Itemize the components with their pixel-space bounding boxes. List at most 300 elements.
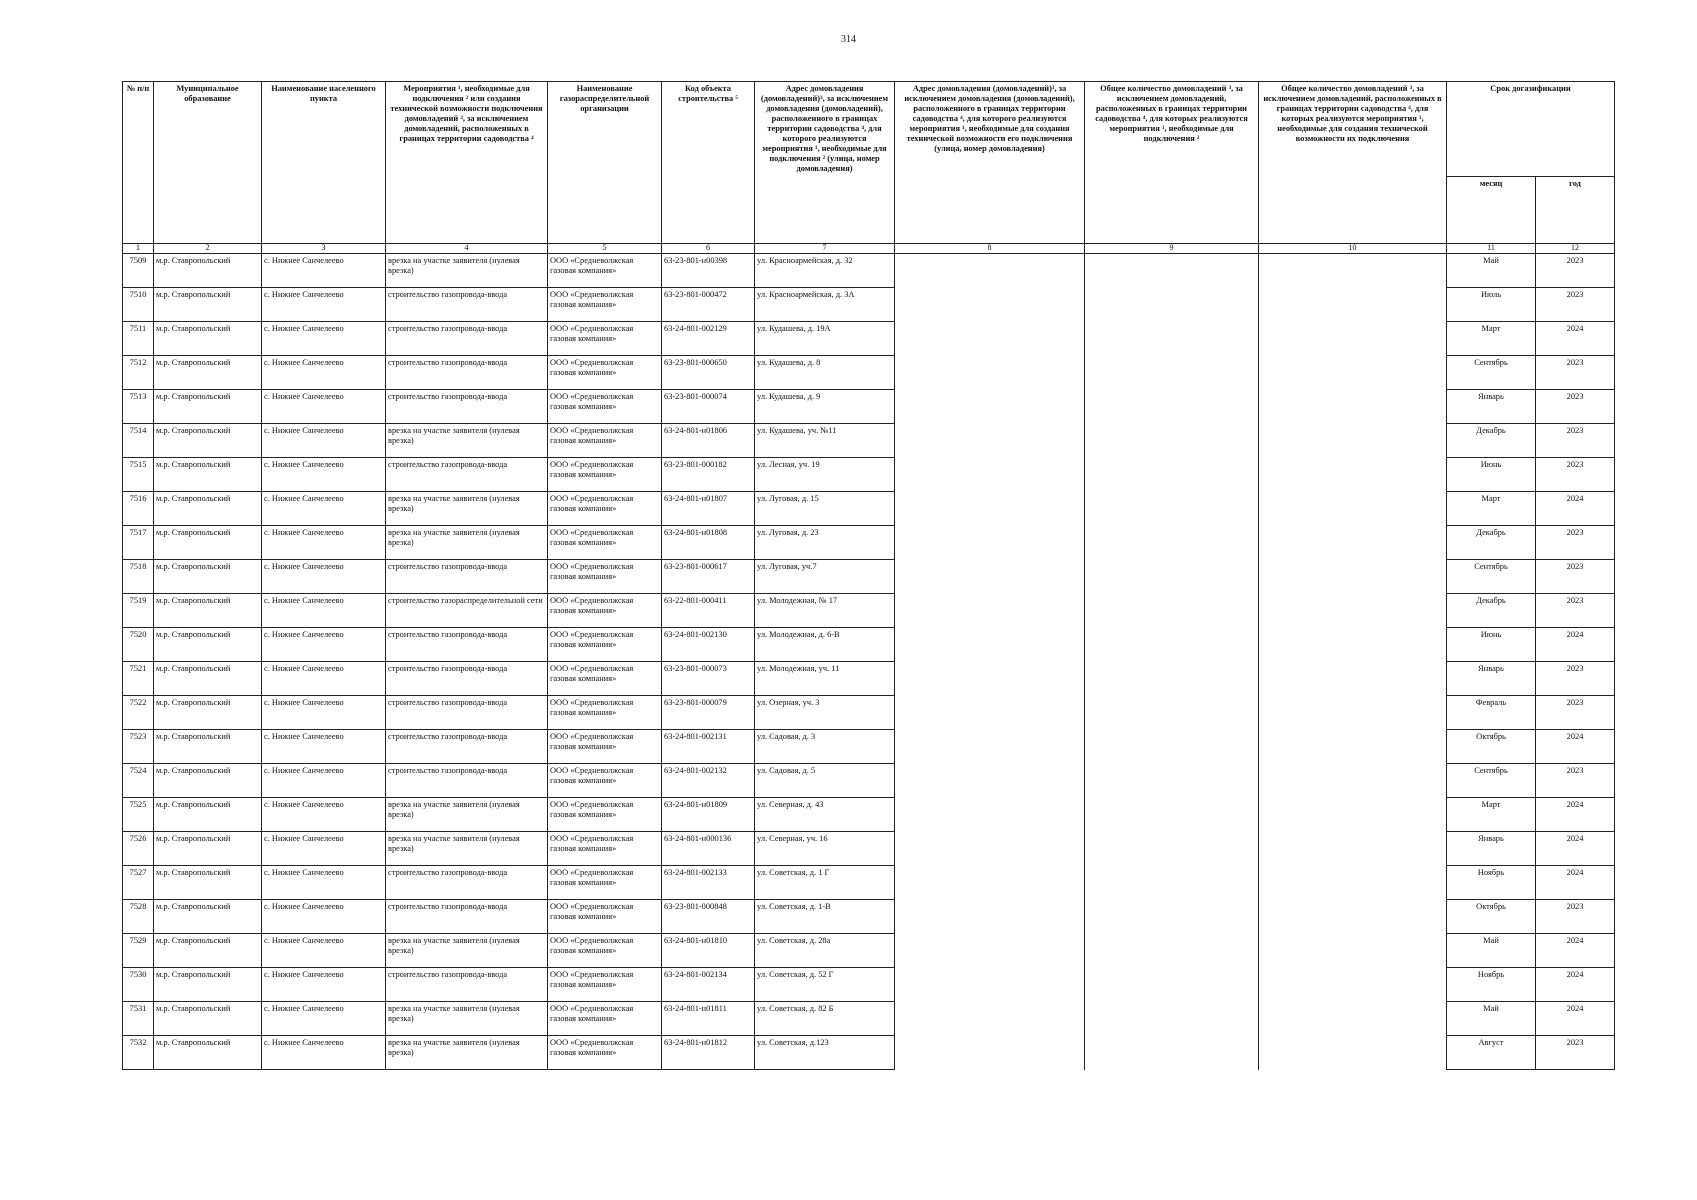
table-row [123, 458, 1615, 492]
cell-address-possibility [895, 526, 1085, 560]
cell-no: 7528 [123, 900, 154, 934]
cell-measure: строительство газопровода-ввода [386, 560, 548, 594]
cell-object-code: 63-24-801-002134 [662, 968, 755, 1002]
cell-address-possibility [895, 288, 1085, 322]
cell-settlement: с. Нижнее Санчелеево [262, 934, 386, 968]
cell-municipality: м.р. Ставропольский [154, 594, 262, 628]
cell-gas-org: ООО «Средневолжская газовая компания» [548, 764, 662, 798]
cell-settlement: с. Нижнее Санчелеево [262, 866, 386, 900]
cell-address-possibility [895, 594, 1085, 628]
cell-count-connection [1085, 730, 1259, 764]
table-row [123, 322, 1615, 356]
cell-object-code: 63-24-801-н01808 [662, 526, 755, 560]
cell-address-possibility [895, 458, 1085, 492]
cell-month: Октябрь [1447, 900, 1536, 934]
cell-municipality: м.р. Ставропольский [154, 832, 262, 866]
table-row [123, 730, 1615, 764]
cell-gas-org: ООО «Средневолжская газовая компания» [548, 458, 662, 492]
cell-count-possibility [1259, 764, 1447, 798]
table-row [123, 934, 1615, 968]
cell-settlement: с. Нижнее Санчелеево [262, 730, 386, 764]
cell-municipality: м.р. Ставропольский [154, 968, 262, 1002]
cell-count-connection [1085, 322, 1259, 356]
cell-no: 7510 [123, 288, 154, 322]
cell-object-code: 63-24-801-002130 [662, 628, 755, 662]
cell-address: ул. Кудашева, д. 19А [755, 322, 895, 356]
cell-count-possibility [1259, 832, 1447, 866]
cell-month: Ноябрь [1447, 866, 1536, 900]
cell-gas-org: ООО «Средневолжская газовая компания» [548, 424, 662, 458]
cell-month: Сентябрь [1447, 764, 1536, 798]
table-row [123, 866, 1615, 900]
cell-year: 2023 [1536, 288, 1615, 322]
cell-count-connection [1085, 628, 1259, 662]
cell-count-possibility [1259, 798, 1447, 832]
cell-count-connection [1085, 662, 1259, 696]
column-number: 10 [1259, 244, 1447, 254]
cell-no: 7514 [123, 424, 154, 458]
cell-no: 7515 [123, 458, 154, 492]
cell-count-possibility [1259, 390, 1447, 424]
cell-municipality: м.р. Ставропольский [154, 1036, 262, 1070]
cell-municipality: м.р. Ставропольский [154, 254, 262, 288]
cell-address-possibility [895, 356, 1085, 390]
cell-object-code: 63-23-801-000472 [662, 288, 755, 322]
cell-address-possibility [895, 390, 1085, 424]
cell-measure: строительство газопровода-ввода [386, 356, 548, 390]
cell-month: Март [1447, 492, 1536, 526]
cell-no: 7519 [123, 594, 154, 628]
cell-year: 2023 [1536, 1036, 1615, 1070]
cell-object-code: 63-23-801-000079 [662, 696, 755, 730]
cell-settlement: с. Нижнее Санчелеево [262, 288, 386, 322]
table-row [123, 288, 1615, 322]
cell-municipality: м.р. Ставропольский [154, 628, 262, 662]
cell-measure: строительство газопровода-ввода [386, 662, 548, 696]
cell-no: 7512 [123, 356, 154, 390]
cell-address-possibility [895, 968, 1085, 1002]
cell-no: 7522 [123, 696, 154, 730]
cell-measure: строительство газопровода-ввода [386, 900, 548, 934]
cell-count-connection [1085, 764, 1259, 798]
header-year: год [1536, 177, 1615, 244]
cell-year: 2023 [1536, 526, 1615, 560]
cell-month: Ноябрь [1447, 968, 1536, 1002]
cell-settlement: с. Нижнее Санчелеево [262, 798, 386, 832]
cell-address-possibility [895, 730, 1085, 764]
cell-count-possibility [1259, 1002, 1447, 1036]
column-number: 12 [1536, 244, 1615, 254]
cell-month: Сентябрь [1447, 560, 1536, 594]
cell-measure: строительство газопровода-ввода [386, 390, 548, 424]
cell-object-code: 63-23-801-000617 [662, 560, 755, 594]
cell-count-connection [1085, 696, 1259, 730]
header-no: № п/п [123, 82, 154, 244]
cell-address: ул. Красноармейская, д. 3А [755, 288, 895, 322]
cell-object-code: 63-24-801-н000136 [662, 832, 755, 866]
cell-municipality: м.р. Ставропольский [154, 934, 262, 968]
cell-gas-org: ООО «Средневолжская газовая компания» [548, 1002, 662, 1036]
table-header [123, 82, 1615, 254]
cell-count-possibility [1259, 968, 1447, 1002]
cell-address: ул. Луговая, д. 23 [755, 526, 895, 560]
cell-count-possibility [1259, 356, 1447, 390]
cell-year: 2023 [1536, 458, 1615, 492]
cell-gas-org: ООО «Средневолжская газовая компания» [548, 356, 662, 390]
cell-count-connection [1085, 458, 1259, 492]
gasification-table [122, 81, 1615, 1070]
header-address-possibility: Адрес домовладения (домовладений)³, за исключением домовладения (домовладений), расположенного в границах территории садоводства ⁴, для которого реализуются мероприятия ¹, необходимые для создания технической возможности его подключения (улица, номер домовладения) [895, 82, 1085, 244]
cell-month: Июнь [1447, 458, 1536, 492]
table-row [123, 1002, 1615, 1036]
cell-settlement: с. Нижнее Санчелеево [262, 832, 386, 866]
cell-month: Январь [1447, 390, 1536, 424]
cell-count-connection [1085, 900, 1259, 934]
cell-no: 7511 [123, 322, 154, 356]
table-row [123, 254, 1615, 288]
cell-measure: строительство газопровода-ввода [386, 696, 548, 730]
table-row [123, 560, 1615, 594]
cell-municipality: м.р. Ставропольский [154, 560, 262, 594]
cell-no: 7516 [123, 492, 154, 526]
cell-address: ул. Северная, уч. 16 [755, 832, 895, 866]
cell-count-possibility [1259, 1036, 1447, 1070]
cell-measure: врезка на участке заявителя (нулевая врезка) [386, 1002, 548, 1036]
cell-settlement: с. Нижнее Санчелеево [262, 526, 386, 560]
cell-measure: врезка на участке заявителя (нулевая врезка) [386, 526, 548, 560]
cell-count-connection [1085, 1036, 1259, 1070]
cell-object-code: 63-24-801-н01807 [662, 492, 755, 526]
cell-count-possibility [1259, 730, 1447, 764]
table-row [123, 662, 1615, 696]
cell-settlement: с. Нижнее Санчелеево [262, 662, 386, 696]
cell-no: 7521 [123, 662, 154, 696]
column-numbers-row [123, 244, 1615, 254]
cell-object-code: 63-24-801-н01806 [662, 424, 755, 458]
cell-no: 7517 [123, 526, 154, 560]
header-term: Срок догазификации [1447, 82, 1615, 177]
cell-address: ул. Советская, д. 1-В [755, 900, 895, 934]
cell-no: 7518 [123, 560, 154, 594]
cell-object-code: 63-22-801-000411 [662, 594, 755, 628]
cell-municipality: м.р. Ставропольский [154, 424, 262, 458]
cell-month: Январь [1447, 832, 1536, 866]
cell-month: Декабрь [1447, 594, 1536, 628]
cell-municipality: м.р. Ставропольский [154, 390, 262, 424]
cell-municipality: м.р. Ставропольский [154, 458, 262, 492]
cell-address: ул. Красноармейская, д. 32 [755, 254, 895, 288]
cell-count-possibility [1259, 492, 1447, 526]
cell-measure: врезка на участке заявителя (нулевая врезка) [386, 832, 548, 866]
cell-address: ул. Луговая, уч.7 [755, 560, 895, 594]
table-row [123, 628, 1615, 662]
table-row [123, 832, 1615, 866]
cell-month: Март [1447, 798, 1536, 832]
cell-settlement: с. Нижнее Санчелеево [262, 628, 386, 662]
cell-no: 7520 [123, 628, 154, 662]
cell-settlement: с. Нижнее Санчелеево [262, 968, 386, 1002]
cell-year: 2023 [1536, 254, 1615, 288]
cell-object-code: 63-23-801-000074 [662, 390, 755, 424]
cell-gas-org: ООО «Средневолжская газовая компания» [548, 730, 662, 764]
table-row [123, 968, 1615, 1002]
cell-measure: строительство газопровода-ввода [386, 730, 548, 764]
cell-address: ул. Советская, д. 1 Г [755, 866, 895, 900]
cell-municipality: м.р. Ставропольский [154, 492, 262, 526]
table-body [123, 254, 1615, 1070]
header-settlement: Наименование населенного пункта [262, 82, 386, 244]
cell-month: Декабрь [1447, 424, 1536, 458]
cell-count-possibility [1259, 288, 1447, 322]
cell-settlement: с. Нижнее Санчелеево [262, 594, 386, 628]
table-row [123, 764, 1615, 798]
cell-month: Сентябрь [1447, 356, 1536, 390]
cell-year: 2023 [1536, 696, 1615, 730]
cell-year: 2024 [1536, 866, 1615, 900]
cell-year: 2024 [1536, 730, 1615, 764]
cell-no: 7523 [123, 730, 154, 764]
cell-address-possibility [895, 424, 1085, 458]
table-row [123, 900, 1615, 934]
cell-object-code: 63-23-801-н00398 [662, 254, 755, 288]
cell-gas-org: ООО «Средневолжская газовая компания» [548, 900, 662, 934]
cell-count-connection [1085, 1002, 1259, 1036]
cell-year: 2024 [1536, 832, 1615, 866]
cell-municipality: м.р. Ставропольский [154, 866, 262, 900]
cell-settlement: с. Нижнее Санчелеево [262, 900, 386, 934]
cell-count-connection [1085, 390, 1259, 424]
cell-year: 2023 [1536, 764, 1615, 798]
cell-object-code: 63-23-801-000848 [662, 900, 755, 934]
cell-address-possibility [895, 696, 1085, 730]
cell-month: Январь [1447, 662, 1536, 696]
cell-measure: строительство газопровода-ввода [386, 322, 548, 356]
cell-measure: врезка на участке заявителя (нулевая врезка) [386, 934, 548, 968]
cell-count-connection [1085, 866, 1259, 900]
cell-gas-org: ООО «Средневолжская газовая компания» [548, 560, 662, 594]
cell-address-possibility [895, 798, 1085, 832]
cell-municipality: м.р. Ставропольский [154, 1002, 262, 1036]
cell-settlement: с. Нижнее Санчелеево [262, 390, 386, 424]
cell-measure: врезка на участке заявителя (нулевая врезка) [386, 1036, 548, 1070]
cell-settlement: с. Нижнее Санчелеево [262, 424, 386, 458]
cell-year: 2023 [1536, 560, 1615, 594]
cell-municipality: м.р. Ставропольский [154, 764, 262, 798]
cell-year: 2024 [1536, 968, 1615, 1002]
cell-count-possibility [1259, 934, 1447, 968]
cell-address: ул. Садовая, д. 3 [755, 730, 895, 764]
cell-address-possibility [895, 832, 1085, 866]
cell-month: Май [1447, 1002, 1536, 1036]
cell-settlement: с. Нижнее Санчелеево [262, 254, 386, 288]
cell-settlement: с. Нижнее Санчелеево [262, 764, 386, 798]
header-count-connection: Общее количество домовладений ³, за исключением домовладений, расположенных в границах территории садоводства ⁴, для которых реализуются мероприятия ¹, необходимые для подключения ² [1085, 82, 1259, 244]
cell-settlement: с. Нижнее Санчелеево [262, 458, 386, 492]
cell-year: 2024 [1536, 628, 1615, 662]
cell-count-connection [1085, 594, 1259, 628]
cell-count-possibility [1259, 866, 1447, 900]
cell-count-connection [1085, 560, 1259, 594]
cell-year: 2024 [1536, 492, 1615, 526]
cell-measure: врезка на участке заявителя (нулевая врезка) [386, 492, 548, 526]
cell-measure: строительство газопровода-ввода [386, 288, 548, 322]
cell-gas-org: ООО «Средневолжская газовая компания» [548, 492, 662, 526]
column-number: 6 [662, 244, 755, 254]
cell-settlement: с. Нижнее Санчелеево [262, 696, 386, 730]
cell-gas-org: ООО «Средневолжская газовая компания» [548, 390, 662, 424]
table-row [123, 594, 1615, 628]
cell-municipality: м.р. Ставропольский [154, 696, 262, 730]
cell-object-code: 63-24-801-н01812 [662, 1036, 755, 1070]
cell-month: Июль [1447, 288, 1536, 322]
cell-count-connection [1085, 288, 1259, 322]
cell-address-possibility [895, 934, 1085, 968]
cell-count-possibility [1259, 560, 1447, 594]
cell-settlement: с. Нижнее Санчелеево [262, 560, 386, 594]
cell-count-connection [1085, 526, 1259, 560]
cell-settlement: с. Нижнее Санчелеево [262, 322, 386, 356]
table-row [123, 424, 1615, 458]
cell-month: Март [1447, 322, 1536, 356]
cell-count-possibility [1259, 254, 1447, 288]
column-number: 7 [755, 244, 895, 254]
header-month: месяц [1447, 177, 1536, 244]
cell-address-possibility [895, 900, 1085, 934]
cell-no: 7529 [123, 934, 154, 968]
cell-measure: строительство газопровода-ввода [386, 458, 548, 492]
cell-address: ул. Советская, д. 52 Г [755, 968, 895, 1002]
cell-gas-org: ООО «Средневолжская газовая компания» [548, 696, 662, 730]
cell-address: ул. Кудашева, д. 8 [755, 356, 895, 390]
cell-settlement: с. Нижнее Санчелеево [262, 1036, 386, 1070]
cell-address-possibility [895, 866, 1085, 900]
cell-address-possibility [895, 254, 1085, 288]
cell-gas-org: ООО «Средневолжская газовая компания» [548, 968, 662, 1002]
cell-object-code: 63-23-801-000650 [662, 356, 755, 390]
cell-count-possibility [1259, 322, 1447, 356]
cell-count-possibility [1259, 900, 1447, 934]
cell-gas-org: ООО «Средневолжская газовая компания» [548, 628, 662, 662]
cell-year: 2023 [1536, 390, 1615, 424]
cell-settlement: с. Нижнее Санчелеево [262, 492, 386, 526]
cell-gas-org: ООО «Средневолжская газовая компания» [548, 526, 662, 560]
table-row [123, 798, 1615, 832]
cell-month: Май [1447, 934, 1536, 968]
cell-year: 2023 [1536, 356, 1615, 390]
cell-count-connection [1085, 492, 1259, 526]
cell-municipality: м.р. Ставропольский [154, 662, 262, 696]
header-measures: Мероприятия ¹, необходимые для подключения ² или создания технической возможности подключения домовладений ³, за исключением домовладений, расположенных в границах территории садоводства ⁴ [386, 82, 548, 244]
cell-object-code: 63-24-801-н01811 [662, 1002, 755, 1036]
cell-month: Февраль [1447, 696, 1536, 730]
cell-month: Август [1447, 1036, 1536, 1070]
cell-no: 7525 [123, 798, 154, 832]
cell-count-connection [1085, 356, 1259, 390]
cell-municipality: м.р. Ставропольский [154, 730, 262, 764]
cell-month: Октябрь [1447, 730, 1536, 764]
table-row [123, 390, 1615, 424]
cell-address-possibility [895, 662, 1085, 696]
header-address-house: Адрес домовладения (домовладений)³, за исключением домовладения (домовладений), расположенного в границах территории садоводства ⁴, для которого реализуются мероприятия ¹, необходимые для подключения ² (улица, номер домовладения) [755, 82, 895, 244]
cell-gas-org: ООО «Средневолжская газовая компания» [548, 798, 662, 832]
cell-address-possibility [895, 1036, 1085, 1070]
column-number: 1 [123, 244, 154, 254]
cell-no: 7532 [123, 1036, 154, 1070]
cell-gas-org: ООО «Средневолжская газовая компания» [548, 288, 662, 322]
cell-count-possibility [1259, 662, 1447, 696]
cell-municipality: м.р. Ставропольский [154, 798, 262, 832]
cell-object-code: 63-24-801-002129 [662, 322, 755, 356]
cell-no: 7526 [123, 832, 154, 866]
cell-address: ул. Кудашева, д. 9 [755, 390, 895, 424]
cell-address: ул. Озерная, уч. 3 [755, 696, 895, 730]
table-row [123, 356, 1615, 390]
cell-year: 2023 [1536, 900, 1615, 934]
cell-gas-org: ООО «Средневолжская газовая компания» [548, 322, 662, 356]
cell-settlement: с. Нижнее Санчелеево [262, 356, 386, 390]
cell-gas-org: ООО «Средневолжская газовая компания» [548, 934, 662, 968]
header-count-possibility: Общее количество домовладений ³, за исключением домовладений, расположенных в границах территории садоводства ⁴, для которых реализуются мероприятия ¹, необходимые для создания технической возможности их подключения [1259, 82, 1447, 244]
cell-gas-org: ООО «Средневолжская газовая компания» [548, 866, 662, 900]
cell-count-connection [1085, 254, 1259, 288]
cell-address-possibility [895, 764, 1085, 798]
cell-count-connection [1085, 798, 1259, 832]
table-row [123, 696, 1615, 730]
cell-gas-org: ООО «Средневолжская газовая компания» [548, 832, 662, 866]
cell-address: ул. Советская, д. 82 Б [755, 1002, 895, 1036]
cell-address: ул. Молодежная, уч. 11 [755, 662, 895, 696]
column-number: 3 [262, 244, 386, 254]
cell-count-possibility [1259, 594, 1447, 628]
cell-measure: строительство газораспределительной сети [386, 594, 548, 628]
cell-measure: врезка на участке заявителя (нулевая врезка) [386, 254, 548, 288]
cell-count-possibility [1259, 526, 1447, 560]
cell-measure: врезка на участке заявителя (нулевая врезка) [386, 798, 548, 832]
cell-municipality: м.р. Ставропольский [154, 322, 262, 356]
cell-object-code: 63-23-801-000182 [662, 458, 755, 492]
column-number: 2 [154, 244, 262, 254]
cell-measure: врезка на участке заявителя (нулевая врезка) [386, 424, 548, 458]
cell-measure: строительство газопровода-ввода [386, 764, 548, 798]
cell-address-possibility [895, 628, 1085, 662]
column-number: 4 [386, 244, 548, 254]
cell-year: 2024 [1536, 798, 1615, 832]
cell-measure: строительство газопровода-ввода [386, 866, 548, 900]
cell-address: ул. Садовая, д. 5 [755, 764, 895, 798]
cell-month: Май [1447, 254, 1536, 288]
cell-no: 7530 [123, 968, 154, 1002]
cell-address-possibility [895, 560, 1085, 594]
cell-measure: строительство газопровода-ввода [386, 628, 548, 662]
cell-year: 2023 [1536, 594, 1615, 628]
cell-gas-org: ООО «Средневолжская газовая компания» [548, 662, 662, 696]
header-municipality: Муниципальное образование [154, 82, 262, 244]
cell-count-possibility [1259, 458, 1447, 492]
cell-count-possibility [1259, 628, 1447, 662]
cell-address-possibility [895, 492, 1085, 526]
cell-object-code: 63-24-801-002133 [662, 866, 755, 900]
cell-count-connection [1085, 424, 1259, 458]
cell-address-possibility [895, 322, 1085, 356]
table-row [123, 526, 1615, 560]
cell-address: ул. Лесная, уч. 19 [755, 458, 895, 492]
cell-no: 7524 [123, 764, 154, 798]
cell-address: ул. Северная, д. 43 [755, 798, 895, 832]
cell-count-possibility [1259, 424, 1447, 458]
cell-municipality: м.р. Ставропольский [154, 900, 262, 934]
header-gas-org: Наименование газораспределительной организации [548, 82, 662, 244]
cell-year: 2024 [1536, 934, 1615, 968]
